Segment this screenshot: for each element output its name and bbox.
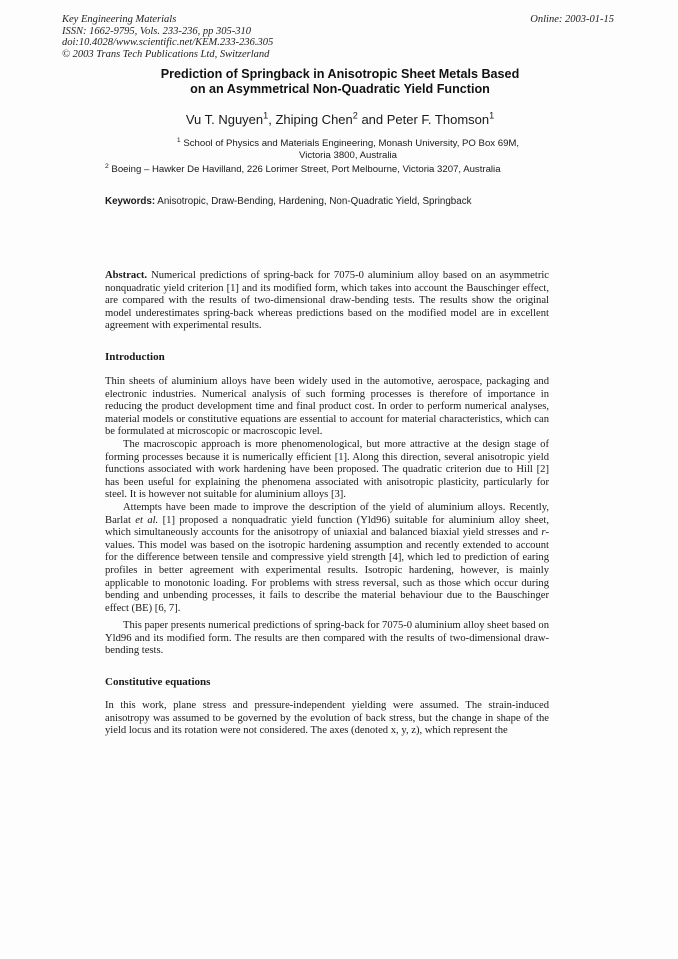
abstract xyxy=(105,270,549,333)
author-1-affil-mark: 1 xyxy=(263,110,269,121)
section-heading-introduction: Introduction xyxy=(105,351,165,363)
affiliation-2 xyxy=(105,164,585,176)
author-3: Peter F. Thomson xyxy=(386,112,490,127)
intro-paragraph-3 xyxy=(105,502,549,615)
title-line-1: Prediction of Springback in Anisotropic Sheet Metals Based xyxy=(160,67,520,81)
doi-line: doi:10.4028/www.scientific.net/KEM.233-236.305 xyxy=(62,37,274,48)
constitutive-paragraph-1: In this work, plane stress and pressure-independent yielding were assumed. The strain-induced anisotropy was assumed to be governed by the evolution of back stress, but the change in shape of the yield locus and its rotation were not considered. The axes (denoted x, y, z), which represent the xyxy=(105,700,549,737)
online-date: Online: 2003-01-15 xyxy=(530,14,614,25)
copyright-line: © 2003 Trans Tech Publications Ltd, Switzerland xyxy=(62,48,270,60)
intro-paragraph-4: This paper presents numerical predictions of spring-back for 7075-0 aluminium alloy sheet based on Yld96 and its modified form. The results are then compared with the results of two-dimensional draw-bending tests. xyxy=(105,620,549,657)
affiliation-1-mark: 1 xyxy=(176,136,181,144)
affiliation-2-mark: 2 xyxy=(105,162,109,170)
intro-paragraph-2: The macroscopic approach is more phenomenological, but more attractive at the design stage of forming processes because it is numerically efficient [1]. Along this direction, several anisotropic yield functions associated with work hardening have been proposed. The quadratic criterion due to Hill [2] has been useful for explaining the phenomena associated with anisotropic plasticity, particularly for steel. It is however not suitable for aluminium alloys [3]. xyxy=(105,439,549,501)
author-separator: and xyxy=(357,112,387,127)
p3-et-al: et al. xyxy=(135,514,159,526)
title-line-2: on an Asymmetrical Non-Quadratic Yield Function xyxy=(190,82,490,96)
journal-name: Key Engineering Materials xyxy=(62,14,177,25)
affiliation-1 xyxy=(118,138,578,162)
author-3-affil-mark: 1 xyxy=(489,110,495,121)
author-separator: , xyxy=(268,112,276,127)
author-2: Zhiping Chen xyxy=(275,112,353,127)
affiliation-2-text: Boeing – Hawker De Havilland, 226 Lorimer Street, Port Melbourne, Victoria 3207, Australia xyxy=(111,164,501,175)
abstract-label: Abstract. xyxy=(105,270,148,281)
author-list xyxy=(100,112,580,128)
keywords xyxy=(105,196,575,208)
p3-part-b: [1] proposed a nonquadratic yield function (Yld96) suitable for aluminium alloy sheet, which simultaneously accounts for the anisotropy of uniaxial and balanced biaxial yield stresses and xyxy=(105,514,549,539)
paper-title xyxy=(100,67,580,97)
issn-line: ISSN: 1662-9795, Vols. 233-236, pp 305-310 xyxy=(62,25,251,37)
p3-part-a: Attempts have been made to improve the description of the yield of aluminium alloys. Recently, Barlat xyxy=(105,502,549,526)
author-2-affil-mark: 2 xyxy=(352,110,358,121)
affiliation-1-line-2: Victoria 3800, Australia xyxy=(299,150,397,161)
section-heading-constitutive: Constitutive equations xyxy=(105,676,211,688)
journal-header xyxy=(62,14,273,60)
affiliation-1-line-1: School of Physics and Materials Engineering, Monash University, PO Box 69M, xyxy=(183,138,520,149)
p3-part-c: -values. This model was based on the isotropic hardening assumption and recently extended to account for the difference between tensile and compressive yield strength [4], which led to prediction of earing profiles in better agreement with experimental results. Isotropic hardening, however, is mainly applicable to monotonic loading. For problems with stress reversal, such as those which occur during bending and unbending processes, it fails to describe the material behaviour due to the Bauschinger effect (BE) [6, 7]. xyxy=(105,527,549,614)
abstract-text: Numerical predictions of spring-back for 7075-0 aluminium alloy based on an asymmetric nonquadratic yield criterion [1] and its modified form, which takes into account the Bauschinger effect, are compared with the results of two-dimensional draw-bending tests. The results show the original model underestimates spring-back whereas predictions based on the modified model are in excellent agreement with experimental results. xyxy=(105,270,549,332)
intro-paragraph-1: Thin sheets of aluminium alloys have been widely used in the automotive, aerospace, packaging and electronic industries. Numerical analysis of such forming processes is therefore of importance in reducing the product development time and final product cost. In order to perform numerical analyses, material models or constitutive equations are essential to account for material characteristics, which can be formulated at microscopic or macroscopic level. xyxy=(105,376,549,438)
p3-r-symbol: r xyxy=(541,527,546,539)
author-1: Vu T. Nguyen xyxy=(185,112,264,127)
keywords-label: Keywords: xyxy=(105,196,156,207)
keywords-text: Anisotropic, Draw-Bending, Hardening, Non-Quadratic Yield, Springback xyxy=(157,196,472,207)
